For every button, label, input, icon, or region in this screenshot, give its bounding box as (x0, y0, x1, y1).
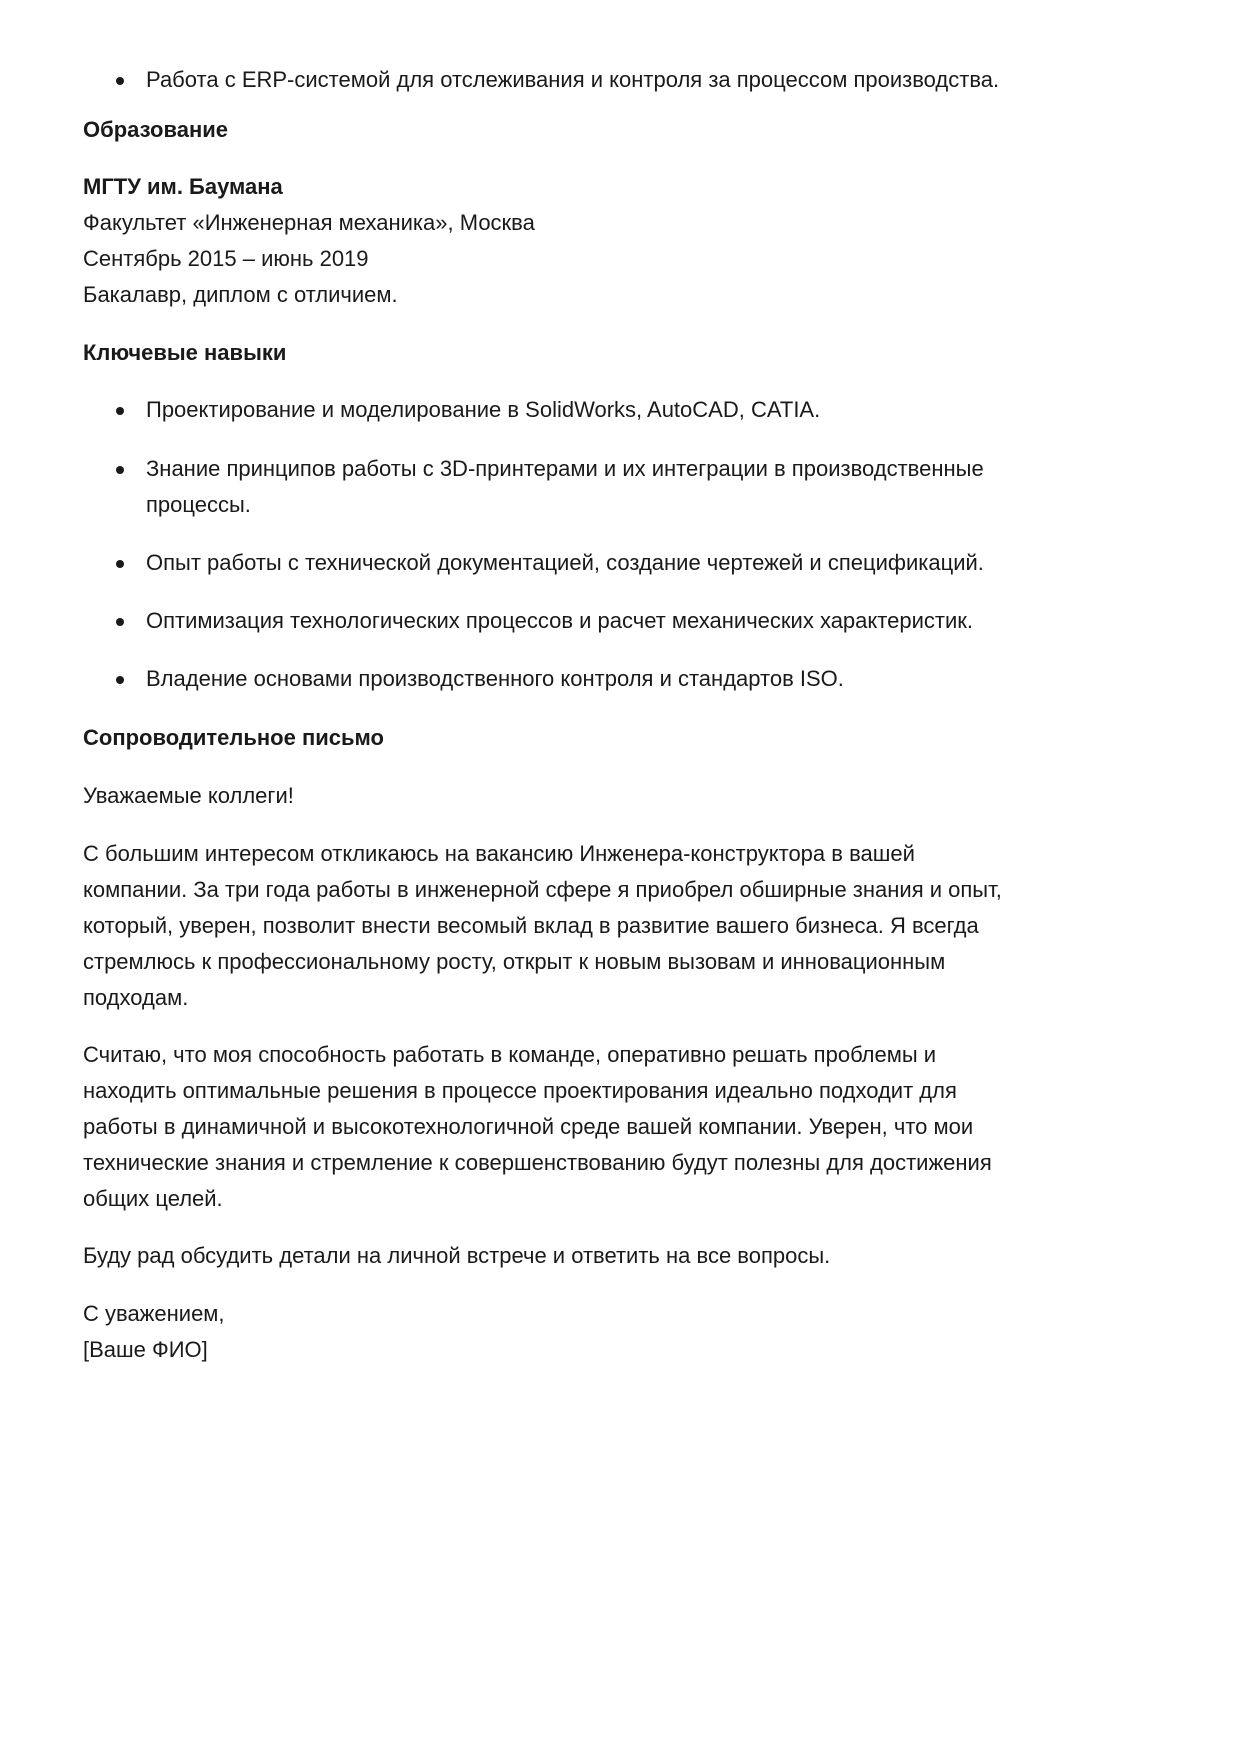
paragraph-line: подходам. (83, 985, 189, 1010)
paragraph-line: Считаю, что моя способность работать в команде, оперативно решать проблемы и (83, 1042, 937, 1067)
paragraph-line: работы в динамичной и высокотехнологичной среде вашей компании. Уверен, что мои (83, 1114, 974, 1139)
bullet-icon (116, 407, 124, 415)
education-heading: Образование (83, 117, 228, 142)
skill-text: Оптимизация технологических процессов и расчет механических характеристик. (146, 608, 973, 633)
skill-text: Опыт работы с технической документацией, создание чертежей и спецификаций. (146, 550, 984, 575)
skill-item (146, 390, 1146, 430)
bullet-icon (116, 618, 124, 626)
paragraph-3: Буду рад обсудить детали на личной встрече и ответить на все вопросы. (83, 1243, 831, 1268)
bullet-icon (116, 466, 124, 474)
degree: Бакалавр, диплом с отличием. (83, 282, 398, 307)
paragraph-line: С большим интересом откликаюсь на вакансию Инженера-конструктора в вашей (83, 841, 915, 866)
institution-name: МГТУ им. Баумана (83, 174, 283, 199)
paragraph-1 (83, 834, 1143, 1018)
paragraph-line: компании. За три года работы в инженерной сфере я приобрел обширные знания и опыт, (83, 877, 1002, 902)
paragraph-line: технические знания и стремление к совершенствованию будут полезны для достижения (83, 1150, 992, 1175)
skill-item (146, 601, 1146, 641)
closing: С уважением, (83, 1301, 225, 1326)
bullet-icon (116, 560, 124, 568)
bullet-icon (116, 676, 124, 684)
skill-text: процессы. (146, 492, 251, 517)
skill-text: Владение основами производственного контроля и стандартов ISO. (146, 666, 844, 691)
experience-bullet (146, 60, 1146, 100)
faculty: Факультет «Инженерная механика», Москва (83, 210, 535, 235)
study-period: Сентябрь 2015 – июнь 2019 (83, 246, 369, 271)
paragraph-line: находить оптимальные решения в процессе проектирования идеально подходит для (83, 1078, 957, 1103)
skill-item (146, 659, 1146, 699)
bullet-icon (116, 77, 124, 85)
bullet-text: Работа с ERP-системой для отслеживания и контроля за процессом производства. (146, 67, 1000, 92)
skill-text: Знание принципов работы с 3D-принтерами и их интеграции в производственные (146, 456, 984, 481)
skills-heading: Ключевые навыки (83, 340, 287, 365)
paragraph-2 (83, 1035, 1143, 1219)
paragraph-line: который, уверен, позволит внести весомый вклад в развитие вашего бизнеса. Я всегда (83, 913, 979, 938)
skill-item (146, 543, 1146, 583)
skill-text: Проектирование и моделирование в SolidWorks, AutoCAD, CATIA. (146, 397, 821, 422)
paragraph-line: стремлюсь к профессиональному росту, открыт к новым вызовам и инновационным (83, 949, 946, 974)
skill-item (146, 449, 1146, 525)
paragraph-line: общих целей. (83, 1186, 223, 1211)
cover-letter-heading: Сопроводительное письмо (83, 725, 384, 750)
greeting: Уважаемые коллеги! (83, 783, 294, 808)
signature: [Ваше ФИО] (83, 1337, 208, 1362)
